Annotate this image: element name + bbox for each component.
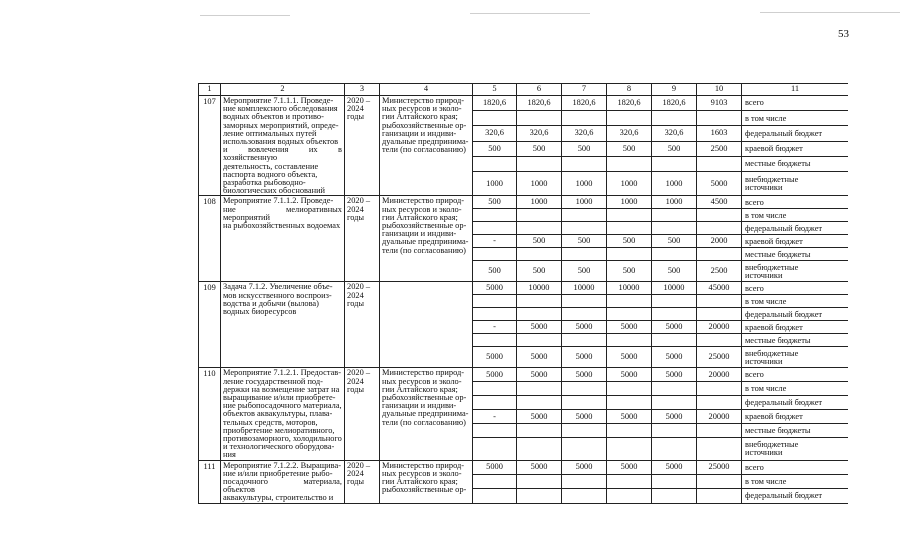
table-row [199, 96, 849, 111]
amount-cell: 1000 [652, 171, 697, 196]
amount-cell [607, 475, 652, 489]
amount-cell: 5000 [473, 460, 517, 474]
funding-source: всего [742, 282, 849, 295]
funding-source: краевой бюджет [742, 410, 849, 424]
amount-cell [607, 248, 652, 261]
amount-cell: 500 [562, 141, 607, 156]
amount-cell [652, 475, 697, 489]
amount-cell [652, 382, 697, 396]
amount-cell: 500 [473, 141, 517, 156]
funding-source: краевой бюджет [742, 321, 849, 334]
amount-cell: 1820,6 [652, 96, 697, 111]
amount-cell [562, 438, 607, 461]
amount-cell [517, 308, 562, 321]
amount-cell [562, 222, 607, 235]
period-years: 2020 – 2024 годы [345, 460, 380, 503]
amount-cell: 1820,6 [473, 96, 517, 111]
amount-cell: 500 [517, 261, 562, 282]
amount-cell [473, 382, 517, 396]
amount-cell [607, 308, 652, 321]
amount-cell: 500 [607, 235, 652, 248]
column-header: 3 [345, 84, 380, 96]
amount-cell [562, 489, 607, 503]
amount-cell [697, 489, 742, 503]
column-header: 8 [607, 84, 652, 96]
amount-cell [607, 295, 652, 308]
amount-cell [562, 156, 607, 171]
amount-cell: 5000 [652, 321, 697, 334]
column-header: 6 [517, 84, 562, 96]
funding-source: внебюджетные источники [742, 171, 849, 196]
column-header: 2 [221, 84, 345, 96]
scan-artifact [760, 12, 900, 13]
funding-source: в том числе [742, 382, 849, 396]
funding-source: в том числе [742, 295, 849, 308]
funding-source: краевой бюджет [742, 235, 849, 248]
amount-cell: 5000 [562, 347, 607, 368]
column-header: 4 [380, 84, 473, 96]
amount-cell: 5000 [652, 347, 697, 368]
executor-cell [380, 282, 473, 368]
row-number: 109 [199, 282, 221, 368]
budget-table-container [198, 83, 848, 513]
amount-cell [517, 248, 562, 261]
funding-source: внебюджетные источники [742, 261, 849, 282]
amount-cell [517, 295, 562, 308]
amount-cell [652, 222, 697, 235]
amount-cell: 500 [607, 141, 652, 156]
amount-cell [607, 222, 652, 235]
funding-source: внебюджетные источники [742, 438, 849, 461]
amount-cell [697, 222, 742, 235]
amount-cell [697, 308, 742, 321]
amount-cell: 5000 [607, 321, 652, 334]
amount-cell: 320,6 [517, 126, 562, 141]
amount-cell [473, 209, 517, 222]
amount-cell: - [473, 410, 517, 424]
table-row [199, 282, 849, 295]
amount-cell [652, 396, 697, 410]
amount-cell [652, 248, 697, 261]
amount-cell: 1000 [517, 171, 562, 196]
amount-cell [473, 438, 517, 461]
amount-cell: 1000 [473, 171, 517, 196]
row-number: 107 [199, 96, 221, 196]
amount-cell [562, 334, 607, 347]
amount-cell [652, 111, 697, 126]
funding-source: в том числе [742, 111, 849, 126]
amount-cell [517, 209, 562, 222]
funding-source: краевой бюджет [742, 141, 849, 156]
measure-name: Мероприятие 7.1.2.2. Выращива- ние и/или приобретение рыбо- посадочного материала, объектов аквакультуры, строительство и [221, 460, 345, 503]
amount-cell: 500 [473, 261, 517, 282]
amount-cell [607, 209, 652, 222]
amount-cell [562, 424, 607, 438]
amount-cell [697, 396, 742, 410]
amount-cell [517, 334, 562, 347]
funding-source: федеральный бюджет [742, 126, 849, 141]
amount-cell [517, 396, 562, 410]
amount-cell [697, 209, 742, 222]
amount-cell: 5000 [562, 410, 607, 424]
amount-cell [652, 489, 697, 503]
amount-cell [607, 396, 652, 410]
amount-cell [517, 222, 562, 235]
amount-cell: 10000 [652, 282, 697, 295]
amount-cell [473, 248, 517, 261]
amount-cell: 2500 [697, 141, 742, 156]
table-row [199, 460, 849, 474]
amount-cell: 5000 [473, 282, 517, 295]
funding-source: всего [742, 96, 849, 111]
amount-cell: 500 [562, 261, 607, 282]
amount-cell: 500 [517, 235, 562, 248]
amount-cell [652, 295, 697, 308]
amount-cell [473, 489, 517, 503]
amount-cell: 20000 [697, 368, 742, 382]
amount-cell [562, 382, 607, 396]
amount-cell: 25000 [697, 347, 742, 368]
amount-cell: 10000 [562, 282, 607, 295]
amount-cell: 5000 [473, 368, 517, 382]
column-header: 5 [473, 84, 517, 96]
amount-cell [473, 111, 517, 126]
amount-cell [652, 438, 697, 461]
scan-artifact [470, 13, 590, 14]
amount-cell: 320,6 [562, 126, 607, 141]
amount-cell: - [473, 235, 517, 248]
amount-cell [652, 308, 697, 321]
executor-cell: Министерство природ- ных ресурсов и эколо- гии Алтайского края; рыбохозяйственные ор- [380, 460, 473, 503]
funding-source: всего [742, 368, 849, 382]
amount-cell: 20000 [697, 321, 742, 334]
amount-cell [473, 475, 517, 489]
amount-cell: 5000 [517, 460, 562, 474]
amount-cell: 500 [652, 261, 697, 282]
amount-cell [697, 334, 742, 347]
amount-cell: 5000 [652, 410, 697, 424]
amount-cell [652, 156, 697, 171]
amount-cell [697, 424, 742, 438]
amount-cell: 1603 [697, 126, 742, 141]
amount-cell: 500 [652, 235, 697, 248]
amount-cell [517, 489, 562, 503]
table-row [199, 196, 849, 209]
amount-cell [607, 424, 652, 438]
measure-name: Задача 7.1.2. Увеличение объе- мов искусственного воспроиз- водства и добычи (вылова) водных биоресурсов [221, 282, 345, 368]
amount-cell: 10000 [607, 282, 652, 295]
amount-cell: 10000 [517, 282, 562, 295]
header-row [199, 84, 849, 96]
amount-cell: 5000 [562, 460, 607, 474]
amount-cell [607, 334, 652, 347]
amount-cell: 500 [607, 261, 652, 282]
amount-cell: 1000 [517, 196, 562, 209]
amount-cell [562, 475, 607, 489]
amount-cell: 5000 [652, 368, 697, 382]
amount-cell [473, 396, 517, 410]
amount-cell [473, 334, 517, 347]
amount-cell: 1000 [562, 196, 607, 209]
budget-table [198, 83, 848, 504]
amount-cell: 5000 [652, 460, 697, 474]
funding-source: федеральный бюджет [742, 308, 849, 321]
amount-cell: 5000 [607, 347, 652, 368]
amount-cell [473, 308, 517, 321]
amount-cell [517, 438, 562, 461]
funding-source: федеральный бюджет [742, 489, 849, 503]
funding-source: всего [742, 196, 849, 209]
amount-cell [697, 156, 742, 171]
funding-source: федеральный бюджет [742, 396, 849, 410]
amount-cell: 500 [562, 235, 607, 248]
amount-cell: 320,6 [473, 126, 517, 141]
column-header: 1 [199, 84, 221, 96]
amount-cell: 500 [652, 141, 697, 156]
page-number: 53 [838, 28, 849, 40]
amount-cell: 320,6 [652, 126, 697, 141]
funding-source: местные бюджеты [742, 334, 849, 347]
amount-cell: 500 [473, 196, 517, 209]
column-header: 11 [742, 84, 849, 96]
amount-cell [652, 424, 697, 438]
amount-cell: 2500 [697, 261, 742, 282]
period-years: 2020 – 2024 годы [345, 196, 380, 282]
amount-cell: 5000 [562, 368, 607, 382]
amount-cell [473, 156, 517, 171]
amount-cell: 20000 [697, 410, 742, 424]
amount-cell [697, 248, 742, 261]
amount-cell: 1000 [607, 171, 652, 196]
amount-cell [562, 248, 607, 261]
executor-cell: Министерство природ- ных ресурсов и эколо- гии Алтайского края; рыбохозяйственные ор- ганизации и индиви- дуальные предпринима- тели (по согласованию) [380, 96, 473, 196]
funding-source: местные бюджеты [742, 248, 849, 261]
amount-cell: 45000 [697, 282, 742, 295]
amount-cell [697, 438, 742, 461]
amount-cell [697, 111, 742, 126]
funding-source: всего [742, 460, 849, 474]
period-years: 2020 – 2024 годы [345, 368, 380, 460]
amount-cell [517, 424, 562, 438]
table-row [199, 368, 849, 382]
amount-cell: 5000 [607, 410, 652, 424]
amount-cell: 5000 [562, 321, 607, 334]
amount-cell [517, 111, 562, 126]
executor-cell: Министерство природ- ных ресурсов и эколо- гии Алтайского края; рыбохозяйственные ор- ганизации и индиви- дуальные предпринима- тели (по согласованию) [380, 368, 473, 460]
funding-source: местные бюджеты [742, 424, 849, 438]
amount-cell: 5000 [607, 368, 652, 382]
scan-artifact [200, 15, 290, 16]
amount-cell: 320,6 [607, 126, 652, 141]
column-header: 10 [697, 84, 742, 96]
amount-cell: 1000 [652, 196, 697, 209]
amount-cell [562, 308, 607, 321]
amount-cell: 5000 [517, 368, 562, 382]
amount-cell [697, 382, 742, 396]
amount-cell [607, 156, 652, 171]
amount-cell: 25000 [697, 460, 742, 474]
amount-cell: 5000 [517, 347, 562, 368]
amount-cell: - [473, 321, 517, 334]
amount-cell [697, 475, 742, 489]
amount-cell: 5000 [607, 460, 652, 474]
amount-cell [517, 382, 562, 396]
amount-cell: 1000 [562, 171, 607, 196]
amount-cell [473, 424, 517, 438]
amount-cell [652, 209, 697, 222]
amount-cell [473, 295, 517, 308]
funding-source: местные бюджеты [742, 156, 849, 171]
column-header: 7 [562, 84, 607, 96]
amount-cell [607, 111, 652, 126]
amount-cell [562, 111, 607, 126]
amount-cell: 5000 [517, 410, 562, 424]
amount-cell: 1820,6 [562, 96, 607, 111]
period-years: 2020 – 2024 годы [345, 282, 380, 368]
amount-cell: 5000 [697, 171, 742, 196]
amount-cell [652, 334, 697, 347]
amount-cell: 1820,6 [517, 96, 562, 111]
funding-source: федеральный бюджет [742, 222, 849, 235]
amount-cell [607, 438, 652, 461]
measure-name: Мероприятие 7.1.1.1. Проведе- ние комплексного обследования водных объектов и противо- заморных мероприятий, опреде- ление оптимальных путей использования водных объектов и вовлечения их в хозяйственную деятельность, составление паспорта водного объекта, разработка рыбоводно- биологических обоснований [221, 96, 345, 196]
amount-cell: 5000 [473, 347, 517, 368]
amount-cell [473, 222, 517, 235]
amount-cell [697, 295, 742, 308]
amount-cell [562, 209, 607, 222]
amount-cell: 5000 [517, 321, 562, 334]
executor-cell: Министерство природ- ных ресурсов и эколо- гии Алтайского края; рыбохозяйственные ор- ганизации и индиви- дуальные предпринима- тели (по согласованию) [380, 196, 473, 282]
period-years: 2020 – 2024 годы [345, 96, 380, 196]
amount-cell: 9103 [697, 96, 742, 111]
amount-cell [607, 489, 652, 503]
table-body [199, 96, 849, 504]
measure-name: Мероприятие 7.1.1.2. Проведе- ние мелиоративных мероприятий на рыбохозяйственных водоемах [221, 196, 345, 282]
amount-cell: 1820,6 [607, 96, 652, 111]
row-number: 111 [199, 460, 221, 503]
column-header: 9 [652, 84, 697, 96]
amount-cell [562, 295, 607, 308]
amount-cell [517, 156, 562, 171]
amount-cell: 4500 [697, 196, 742, 209]
row-number: 110 [199, 368, 221, 460]
amount-cell [517, 475, 562, 489]
amount-cell: 2000 [697, 235, 742, 248]
amount-cell: 1000 [607, 196, 652, 209]
row-number: 108 [199, 196, 221, 282]
amount-cell: 500 [517, 141, 562, 156]
amount-cell [562, 396, 607, 410]
funding-source: в том числе [742, 475, 849, 489]
amount-cell [607, 382, 652, 396]
measure-name: Мероприятие 7.1.2.1. Предостав- ление государственной под- держки на возмещение затрат на выращивание и/или приобрете- ние рыбопосадочного материала, объектов аквакультуры, плава- тельных средств, моторов, приобретение мелиоративного, противозаморного, холодильного и технологического оборудова- ния [221, 368, 345, 460]
funding-source: в том числе [742, 209, 849, 222]
funding-source: внебюджетные источники [742, 347, 849, 368]
